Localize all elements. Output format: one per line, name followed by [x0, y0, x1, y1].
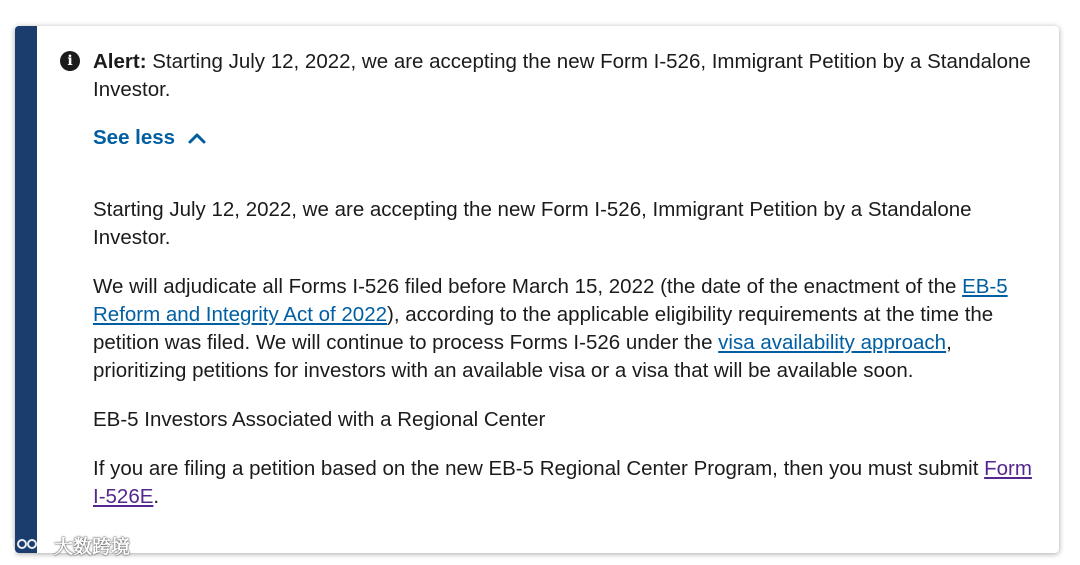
watermark	[8, 532, 130, 559]
see-less-toggle[interactable]	[93, 124, 207, 152]
alert-summary-text: Starting July 12, 2022, we are accepting the new Form I-526, Immigrant Petition by a Standalone Investor.	[93, 50, 1031, 101]
alert-card	[15, 26, 1059, 553]
alert-label: Alert:	[93, 50, 147, 73]
alert-body	[93, 196, 1038, 532]
p2-text-c: , prioritizing petitions for investors with an available visa or a visa that will be available soon.	[93, 331, 952, 382]
body-paragraph-2	[93, 273, 1038, 385]
body-paragraph-1: Starting July 12, 2022, we are accepting the new Form I-526, Immigrant Petition by a Standalone Investor.	[93, 198, 972, 249]
watermark-text: 大数跨境	[54, 537, 131, 558]
info-icon: i	[60, 51, 80, 71]
p4-text-a: If you are filing a petition based on the new EB-5 Regional Center Program, then you must submit	[93, 457, 985, 480]
p2-text-b: ), according to the applicable eligibility requirements at the time the petition was filed. We will continue to process Forms I-526 under the	[93, 303, 994, 354]
watermark-logo-icon	[8, 534, 48, 558]
body-paragraph-3: EB-5 Investors Associated with a Regional Center	[93, 408, 546, 431]
visa-availability-link[interactable]: visa availability approach	[718, 331, 947, 354]
see-less-label: See less	[93, 126, 176, 149]
alert-accent-bar	[15, 26, 37, 553]
form-i526e-link[interactable]: Form I-526E	[93, 457, 1032, 508]
alert-summary	[93, 48, 1040, 104]
p2-text-a: We will adjudicate all Forms I-526 filed before March 15, 2022 (the date of the enactment of the	[93, 275, 963, 298]
body-paragraph-4	[93, 455, 1038, 511]
p4-text-b: .	[153, 485, 160, 508]
chevron-up-icon	[187, 128, 207, 148]
eb5-reform-act-link[interactable]: EB-5 Reform and Integrity Act of 2022	[93, 275, 1008, 326]
alert-header	[60, 48, 1040, 104]
